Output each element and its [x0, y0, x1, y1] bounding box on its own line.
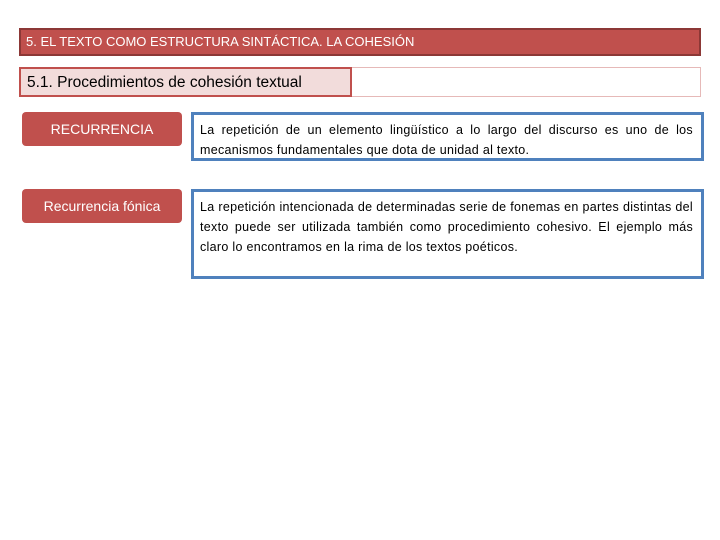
section-subtitle: 5.1. Procedimientos de cohesión textual — [19, 67, 352, 97]
subtitle-underline-frame — [352, 67, 701, 97]
slide-title: 5. EL TEXTO COMO ESTRUCTURA SINTÁCTICA. LA COHESIÓN — [19, 28, 701, 56]
term-recurrencia-fonica: Recurrencia fónica — [22, 189, 182, 223]
definition-recurrencia-fonica: La repetición intencionada de determinadas serie de fonemas en partes distintas del texto puede ser utilizada también como procedimiento cohesivo. El ejemplo más claro lo encontramos en la rima de los textos poéticos. — [191, 189, 704, 279]
definition-recurrencia: La repetición de un elemento lingüístico a lo largo del discurso es uno de los mecanismos fundamentales que dota de unidad al texto. — [191, 112, 704, 161]
term-recurrencia: RECURRENCIA — [22, 112, 182, 146]
